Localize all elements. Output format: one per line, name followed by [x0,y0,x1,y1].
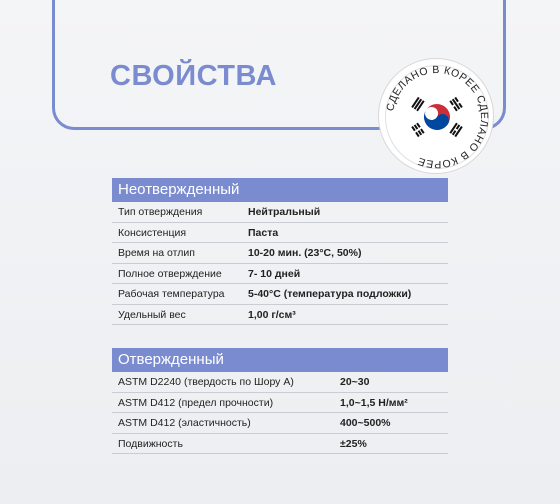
cured-properties-table [112,348,448,454]
property-value: Нейтральный [248,206,321,218]
property-name: Полное отверждение [118,267,222,280]
table-row [112,264,448,285]
property-value: ±25% [340,437,367,450]
made-in-korea-badge [378,58,494,174]
property-value: 20~30 [340,376,370,388]
uncured-properties-table [112,178,448,325]
property-name: Консистенция [118,226,187,239]
property-value: 7- 10 дней [248,267,301,280]
table-row [112,372,448,393]
property-name: ASTM D412 (предел прочности) [118,396,274,409]
property-name: ASTM D2240 (твердость по Шору А) [118,376,294,388]
section-header-cured: Отвержденный [112,348,448,372]
property-name: Время на отлип [118,247,195,259]
property-name: Тип отверждения [118,206,203,218]
section-header-uncured: Неотвержденный [112,178,448,202]
table-row [112,305,448,326]
property-value: 1,0~1,5 Н/мм² [340,396,408,409]
property-name: Подвижность [118,437,183,450]
property-value: 5-40°С (температура подложки) [248,288,412,300]
table-row [112,413,448,434]
page-title: СВОЙСТВА [110,60,277,92]
property-value: 10-20 мин. (23°С, 50%) [248,247,362,259]
property-value: Паста [248,226,279,239]
table-row [112,243,448,264]
table-row [112,223,448,244]
property-name: Рабочая температура [118,288,225,300]
korea-flag-icon [411,97,462,137]
property-value: 1,00 г/см³ [248,308,296,321]
table-row [112,393,448,414]
badge-text: СДЕЛАНО В КОРЕЕ СДЕЛАНО В КОРЕЕ [384,63,491,171]
table-row [112,202,448,223]
property-name: ASTM D412 (эластичность) [118,417,251,429]
property-name: Удельный вес [118,308,186,321]
property-value: 400~500% [340,417,391,429]
table-row [112,434,448,455]
table-row [112,284,448,305]
badge-graphic [379,59,495,175]
